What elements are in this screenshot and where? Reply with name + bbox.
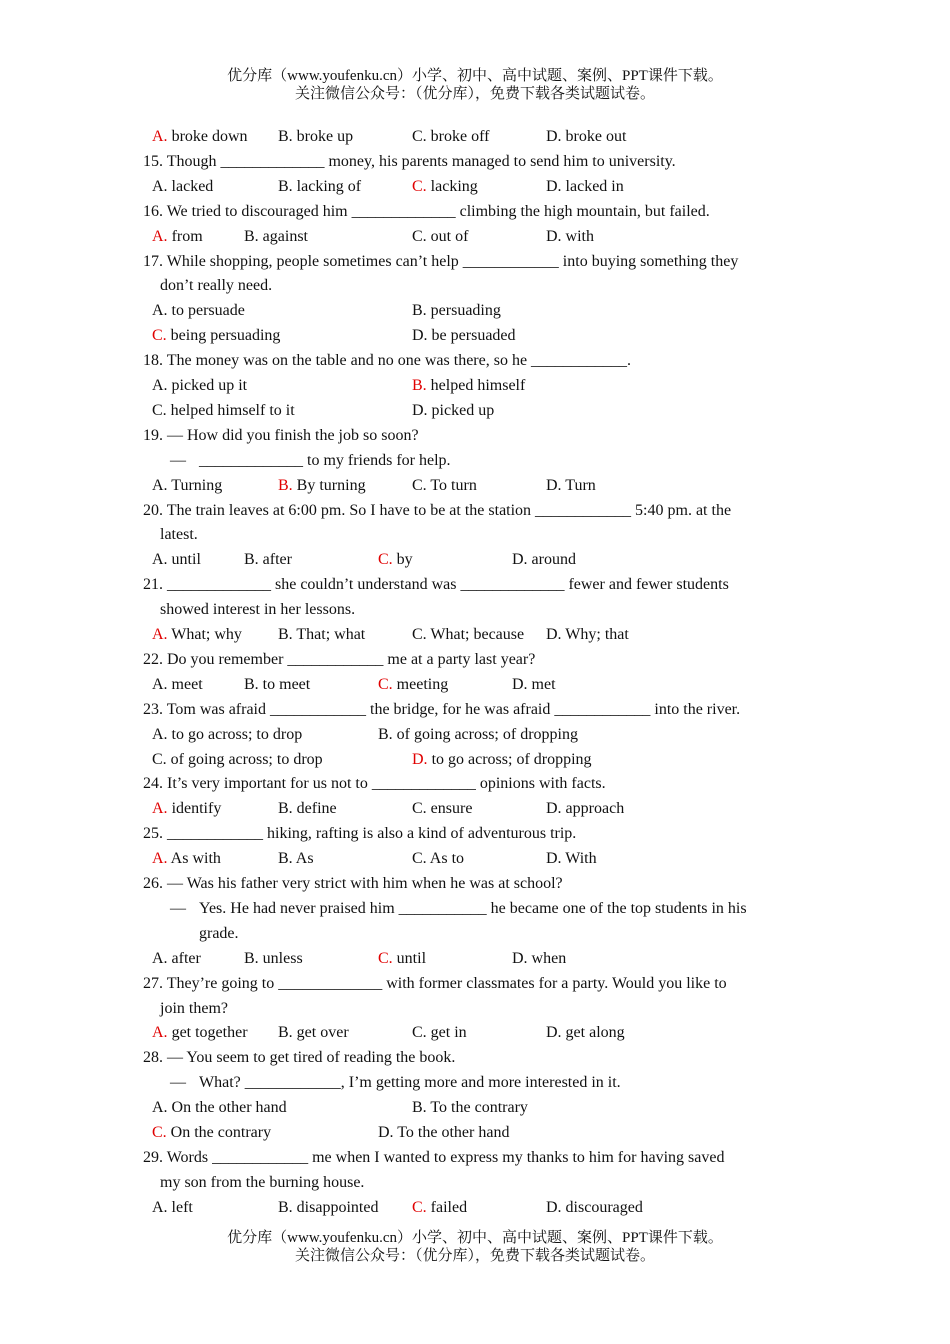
answer-letter: B. bbox=[278, 476, 293, 494]
answer-letter: C. bbox=[152, 327, 167, 345]
option-text: By turning bbox=[292, 476, 366, 494]
q26-opts-text-0: A. after bbox=[152, 949, 201, 967]
page-footer bbox=[0, 1229, 950, 1265]
q26-text-0: 26. — Was his father very strict with him when he was at school? bbox=[143, 875, 563, 892]
page-header bbox=[0, 67, 950, 103]
q25-opts-text-2: C. As to bbox=[412, 850, 465, 868]
q26-opts-text-2 bbox=[378, 949, 426, 969]
footer-line-2: 关注微信公众号：（优分库），免费下载各类试题试卷。 bbox=[294, 1248, 655, 1264]
q24-opts-text-0 bbox=[152, 799, 221, 819]
q14-opts-text-1: B. broke up bbox=[278, 128, 354, 145]
q19-opts-text-1 bbox=[278, 476, 366, 496]
answer-letter: A. bbox=[152, 1024, 168, 1042]
q17-opts1-text-0: A. to persuade bbox=[152, 302, 245, 320]
q26-cont-text-0: — bbox=[170, 899, 186, 917]
q17-opts2-text-0 bbox=[152, 326, 280, 346]
q23-opts2-text-0: C. of going across; to drop bbox=[152, 750, 323, 768]
q18-opts1-text-1 bbox=[412, 376, 525, 396]
answer-letter: A. bbox=[152, 800, 168, 818]
q19-opts-text-0: A. Turning bbox=[152, 476, 223, 494]
q22-text-0: 22. Do you remember ____________ me at a party last year? bbox=[143, 650, 536, 668]
q23-opts1-text-1: B. of going across; of dropping bbox=[378, 725, 578, 743]
q21-opts-text-0 bbox=[152, 625, 242, 645]
option-text: to go across; of dropping bbox=[427, 750, 592, 768]
footer-line-1: 优分库（www.youfenku.cn）小学、初中、高中试题、案例、PPT课件下载。 bbox=[227, 1230, 723, 1246]
q23-opts1-text-0: A. to go across; to drop bbox=[152, 725, 303, 743]
q20-opts-text-0: A. until bbox=[152, 551, 201, 569]
q19-cont-text-1: _____________ to my friends for help. bbox=[199, 451, 451, 469]
q28-text-0: 28. — You seem to get tired of reading the book. bbox=[143, 1049, 456, 1067]
q20-opts-text-3: D. around bbox=[512, 551, 576, 569]
q18-opts2-text-1: D. picked up bbox=[412, 401, 495, 419]
q21-opts-text-1: B. That; what bbox=[278, 626, 366, 643]
q28-opts1-text-0: A. On the other hand bbox=[152, 1099, 287, 1117]
q16-opts-text-0 bbox=[152, 227, 203, 247]
q26-opts-text-3: D. when bbox=[512, 949, 567, 967]
q23-text-0: 23. Tom was afraid ____________ the bridge, for he was afraid ____________ into the river. bbox=[143, 700, 741, 718]
q15-text-0: 15. Though _____________ money, his parents managed to send him to university. bbox=[143, 152, 676, 170]
q20-opts-text-2 bbox=[378, 550, 413, 570]
q19-opts-text-3: D. Turn bbox=[546, 476, 596, 494]
q18-text-0: 18. The money was on the table and no one was there, so he ____________. bbox=[143, 352, 632, 370]
option-text: failed bbox=[426, 1198, 468, 1216]
q19-cont-text-0: — bbox=[170, 451, 186, 469]
q27-opts-text-3: D. get along bbox=[546, 1024, 625, 1042]
q28-opts2-text-1: D. To the other hand bbox=[378, 1124, 510, 1141]
option-text: until bbox=[392, 949, 427, 967]
q24-opts-text-3: D. approach bbox=[546, 800, 625, 818]
option-text: helped himself bbox=[426, 377, 526, 394]
q18-opts1-text-0: A. picked up it bbox=[152, 377, 248, 394]
q29-text-0: 29. Words ____________ me when I wanted to express my thanks to him for having saved bbox=[143, 1148, 725, 1166]
q26-opts-text-1: B. unless bbox=[244, 949, 303, 967]
q26-cont2-text-0: grade. bbox=[199, 924, 239, 942]
answer-letter: C. bbox=[412, 1198, 427, 1216]
q29-opts-text-1: B. disappointed bbox=[278, 1198, 379, 1216]
header-line-2: 关注微信公众号：（优分库），免费下载各类试题试卷。 bbox=[294, 86, 655, 102]
option-text: being persuading bbox=[166, 327, 281, 345]
q25-opts-text-3: D. With bbox=[546, 850, 597, 868]
q29-opts-text-0: A. left bbox=[152, 1198, 193, 1216]
option-text: lacking bbox=[426, 177, 478, 195]
q22-opts-text-2 bbox=[378, 675, 448, 695]
answer-letter: B. bbox=[412, 377, 427, 394]
q27-opts-text-0 bbox=[152, 1023, 248, 1043]
answer-letter: C. bbox=[378, 551, 393, 569]
option-text: get together bbox=[167, 1024, 248, 1042]
q28-opts2-text-0 bbox=[152, 1123, 271, 1143]
q18-opts2-text-0: C. helped himself to it bbox=[152, 401, 295, 419]
q29-cont-text-0: my son from the burning house. bbox=[160, 1173, 365, 1191]
q17-opts2-text-1: D. be persuaded bbox=[412, 327, 516, 345]
q15-opts-text-3: D. lacked in bbox=[546, 177, 624, 195]
answer-letter: A. bbox=[152, 850, 168, 868]
q28-opts1-text-1: B. To the contrary bbox=[412, 1099, 528, 1117]
q27-text-0: 27. They’re going to _____________ with former classmates for a party. Would you like to bbox=[143, 974, 727, 992]
q15-opts-text-1: B. lacking of bbox=[278, 177, 362, 195]
q29-opts-text-3: D. discouraged bbox=[546, 1198, 643, 1216]
answer-letter: C. bbox=[378, 949, 393, 967]
answer-letter: C. bbox=[378, 675, 393, 693]
q16-opts-text-2: C. out of bbox=[412, 227, 469, 245]
q24-opts-text-2: C. ensure bbox=[412, 800, 473, 818]
q25-opts-text-1: B. As bbox=[278, 850, 314, 868]
q29-opts-text-2 bbox=[412, 1198, 467, 1218]
q14-opts-text-0 bbox=[152, 127, 248, 147]
option-text: meeting bbox=[392, 675, 449, 693]
q26-cont-text-1: Yes. He had never praised him ___________ he became one of the top students in his bbox=[199, 899, 747, 917]
q27-cont-text-0: join them? bbox=[160, 999, 228, 1017]
q22-opts-text-1: B. to meet bbox=[244, 675, 311, 693]
q24-text-0: 24. It’s very important for us not to _____________ opinions with facts. bbox=[143, 775, 606, 793]
option-text: As with bbox=[167, 850, 221, 868]
answer-letter: A. bbox=[152, 227, 168, 245]
q16-opts-text-1: B. against bbox=[244, 227, 308, 245]
q15-opts-text-0: A. lacked bbox=[152, 177, 214, 195]
q17-opts1-text-1: B. persuading bbox=[412, 302, 501, 320]
q23-opts2-text-1 bbox=[412, 750, 592, 770]
q22-opts-text-3: D. met bbox=[512, 675, 556, 693]
q14-opts-text-2: C. broke off bbox=[412, 128, 490, 145]
q28-cont-text-1: What? ____________, I’m getting more and more interested in it. bbox=[199, 1074, 621, 1092]
q21-cont-text-0: showed interest in her lessons. bbox=[160, 601, 356, 619]
q16-opts-text-3: D. with bbox=[546, 227, 594, 245]
q20-text-0: 20. The train leaves at 6:00 pm. So I have to be at the station ____________ 5:40 pm. at the bbox=[143, 501, 732, 519]
q21-opts-text-2: C. What; because bbox=[412, 626, 525, 643]
answer-letter: A. bbox=[152, 626, 168, 643]
q17-text-0: 17. While shopping, people sometimes can’t help ____________ into buying something they bbox=[143, 252, 739, 270]
option-text: by bbox=[392, 551, 413, 569]
q14-opts-text-3: D. broke out bbox=[546, 128, 627, 145]
option-text: What; why bbox=[167, 626, 242, 643]
answer-letter: A. bbox=[152, 128, 168, 145]
q16-text-0: 16. We tried to discouraged him _____________ climbing the high mountain, but failed. bbox=[143, 202, 710, 220]
option-text: from bbox=[167, 227, 203, 245]
option-text: On the contrary bbox=[166, 1124, 272, 1141]
q22-opts-text-0: A. meet bbox=[152, 675, 203, 693]
q17-cont-text-0: don’t really need. bbox=[160, 277, 273, 295]
q21-text-0: 21. _____________ she couldn’t understand was _____________ fewer and fewer students bbox=[143, 576, 729, 594]
answer-letter: D. bbox=[412, 750, 428, 768]
q27-opts-text-2: C. get in bbox=[412, 1024, 467, 1042]
answer-letter: C. bbox=[152, 1124, 167, 1141]
option-text: broke down bbox=[167, 128, 248, 145]
q28-cont-text-0: — bbox=[170, 1074, 186, 1092]
q24-opts-text-1: B. define bbox=[278, 800, 337, 818]
option-text: identify bbox=[167, 800, 222, 818]
q15-opts-text-2 bbox=[412, 177, 478, 197]
q25-opts-text-0 bbox=[152, 849, 221, 869]
q19-text-0: 19. — How did you finish the job so soon? bbox=[143, 426, 419, 444]
header-line-1: 优分库（www.youfenku.cn）小学、初中、高中试题、案例、PPT课件下载。 bbox=[227, 68, 723, 84]
answer-letter: C. bbox=[412, 177, 427, 195]
q20-opts-text-1: B. after bbox=[244, 551, 292, 569]
q20-cont-text-0: latest. bbox=[160, 526, 198, 544]
q21-opts-text-3: D. Why; that bbox=[546, 626, 629, 643]
q25-text-0: 25. ____________ hiking, rafting is also a kind of adventurous trip. bbox=[143, 825, 577, 843]
q27-opts-text-1: B. get over bbox=[278, 1024, 349, 1042]
q19-opts-text-2: C. To turn bbox=[412, 476, 477, 494]
